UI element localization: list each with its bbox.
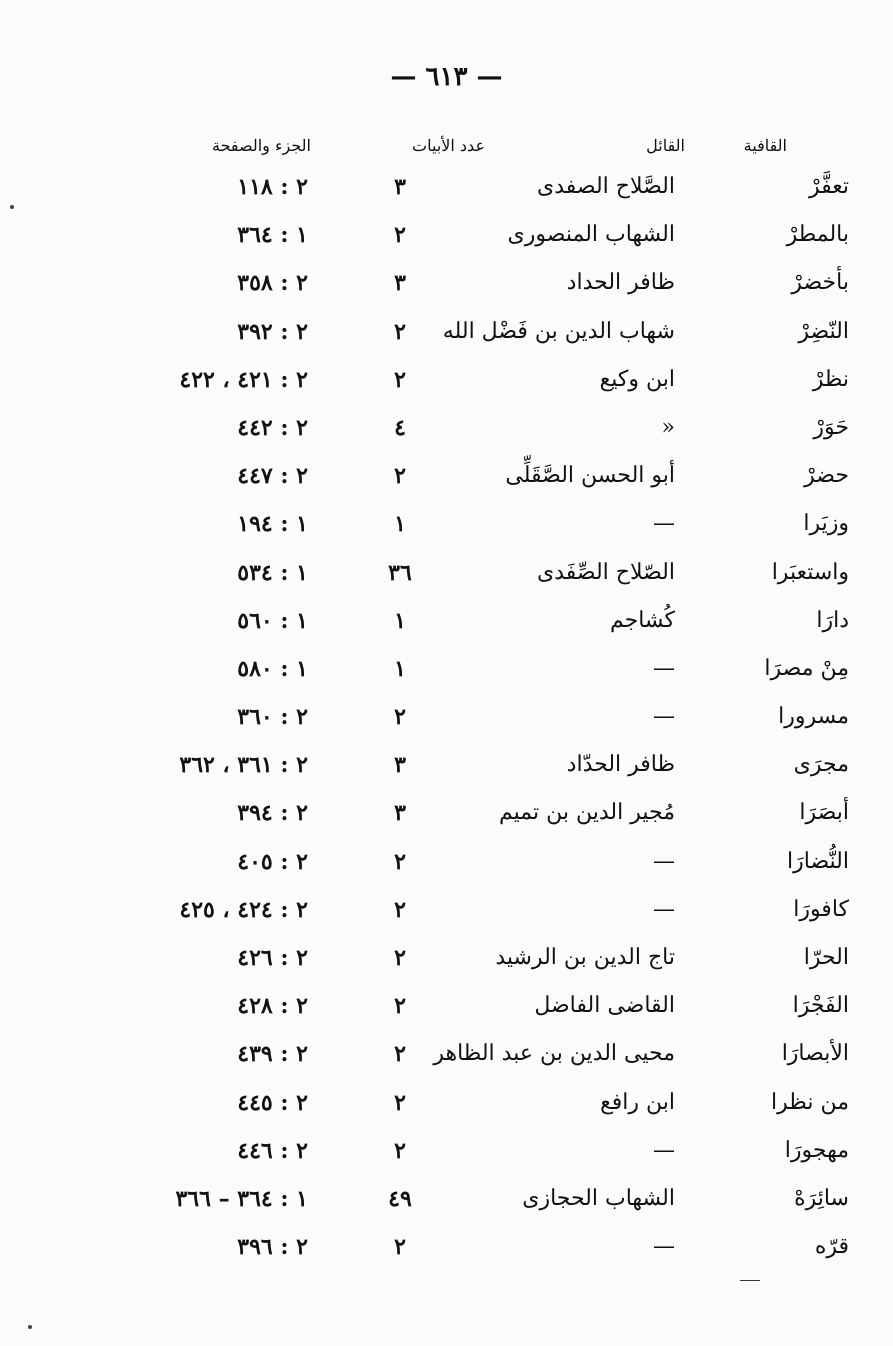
cell-qail: القاضى الفاضل — [534, 993, 675, 1019]
cell-count: ١ — [394, 511, 406, 538]
cell-qail: أبو الحسن الصَّقَلِّى — [505, 463, 675, 489]
table-row — [0, 1084, 893, 1132]
cell-qafia: سائِرَهْ — [794, 1185, 849, 1211]
cell-count: ٢ — [394, 366, 406, 393]
cell-count: ٢ — [394, 463, 406, 490]
cell-ref: ١ : ٥٦٠ — [237, 607, 308, 634]
cell-count: ٣ — [394, 800, 406, 827]
table-row — [0, 361, 893, 409]
table-row — [0, 505, 893, 553]
cell-qail: ابن رافع — [600, 1089, 675, 1115]
cell-qafia: مهجورَا — [784, 1137, 849, 1163]
table-header — [0, 136, 893, 166]
cell-qafia: حَوَرْ — [813, 414, 849, 440]
cell-count: ٣٦ — [388, 559, 412, 586]
cell-qail: ظافر الحداد — [566, 270, 675, 296]
cell-qafia: مِنْ مصرَا — [764, 655, 849, 681]
table-row — [0, 313, 893, 361]
cell-ref: ٢ : ٤٣٩ — [237, 1041, 308, 1068]
cell-qail: الصّلاح الصِّفَدى — [536, 559, 675, 585]
cell-qafia: الأبصارَا — [781, 1041, 849, 1067]
cell-qafia: مجرَى — [793, 752, 849, 778]
table-row — [0, 1180, 893, 1228]
cell-ref: ١ : ١٩٤ — [237, 511, 308, 538]
cell-count: ٢ — [394, 318, 406, 345]
cell-ref: ٢ : ٣٩٢ — [237, 318, 308, 345]
cell-qail: الشهاب الحجازى — [522, 1185, 675, 1211]
table-row — [0, 1228, 893, 1276]
table-row — [0, 1132, 893, 1180]
cell-ref: ٢ : ١١٨ — [237, 174, 308, 200]
cell-qail: — — [653, 896, 675, 922]
cell-ref: ٢ : ٣٦١ ، ٣٦٢ — [179, 752, 308, 779]
cell-count: ٢ — [394, 993, 406, 1020]
cell-count: ٢ — [394, 222, 406, 249]
cell-qafia: دارَا — [816, 607, 849, 633]
table-row — [0, 216, 893, 264]
header-qafia: القافية — [743, 136, 787, 155]
table-row — [0, 554, 893, 602]
table-row — [0, 1035, 893, 1083]
cell-qafia: نظرْ — [812, 366, 849, 392]
cell-qail: محيى الدين بن عبد الظاهر — [433, 1041, 675, 1067]
cell-qafia: وزيَرا — [803, 511, 849, 537]
cell-qail: — — [653, 511, 675, 537]
cell-count: ٤ — [394, 414, 406, 441]
table-row — [0, 746, 893, 794]
cell-qail: شهاب الدين بن فَضْل الله — [442, 318, 675, 344]
table-row — [0, 843, 893, 891]
cell-qail: « — [661, 414, 675, 440]
cell-count: ٣ — [394, 174, 406, 200]
table-row — [0, 457, 893, 505]
cell-count: ٣ — [394, 752, 406, 779]
cell-qafia: من نظرا — [771, 1089, 849, 1115]
table-row — [0, 409, 893, 457]
cell-qail: مُجير الدين بن تميم — [499, 800, 675, 826]
cell-ref: ١ : ٣٦٤ – ٣٦٦ — [175, 1185, 308, 1212]
page-mark — [740, 1280, 760, 1281]
cell-count: ٢ — [394, 848, 406, 875]
cell-ref: ١ : ٥٨٠ — [237, 655, 308, 682]
cell-qafia: أبصَرَا — [799, 800, 849, 826]
cell-count: ٢ — [394, 1041, 406, 1068]
cell-qafia: بالمطرْ — [786, 222, 849, 248]
cell-qail: — — [653, 1234, 675, 1260]
cell-qafia: النّضِرْ — [798, 318, 849, 344]
table-row — [0, 794, 893, 842]
cell-count: ٢ — [394, 896, 406, 923]
table-row — [0, 939, 893, 987]
cell-qafia: بأخضرْ — [791, 270, 849, 296]
cell-qafia: تعفَّرْ — [808, 174, 849, 199]
cell-qail: ابن وكيع — [599, 366, 675, 392]
cell-ref: ٢ : ٤٢٦ — [237, 945, 308, 971]
cell-qafia: مسرورا — [778, 704, 849, 730]
cell-count: ٢ — [394, 704, 406, 731]
cell-count: ٢ — [394, 945, 406, 971]
cell-qail: — — [653, 704, 675, 730]
cell-qail: الصَّلاح الصفدى — [536, 174, 675, 199]
table-row — [0, 168, 893, 216]
table-row — [0, 602, 893, 650]
cell-qafia: واستعبَرا — [771, 559, 849, 585]
table-row — [0, 264, 893, 312]
cell-qafia: قرّه — [814, 1234, 849, 1260]
scan-speck — [10, 205, 14, 209]
cell-ref: ٢ : ٤٤٥ — [237, 1089, 308, 1116]
index-table — [0, 168, 893, 1276]
cell-qail: ظافر الحدّاد — [566, 752, 675, 778]
cell-ref: ٢ : ٣٩٤ — [237, 800, 308, 827]
cell-ref: ٢ : ٣٥٨ — [237, 270, 308, 297]
page-number: — ٦١٣ — — [390, 62, 503, 92]
cell-ref: ٢ : ٤٢٨ — [237, 993, 308, 1020]
cell-ref: ١ : ٥٣٤ — [237, 559, 308, 586]
cell-qail: — — [653, 655, 675, 681]
table-row — [0, 650, 893, 698]
cell-ref: ٢ : ٤٤٦ — [237, 1137, 308, 1164]
table-row — [0, 698, 893, 746]
cell-qail: — — [653, 848, 675, 874]
cell-qafia: كافورَا — [793, 896, 849, 922]
cell-ref: ٢ : ٣٦٠ — [237, 704, 308, 731]
cell-qafia: حضرْ — [804, 463, 849, 489]
cell-qafia: الحرّا — [803, 945, 849, 970]
cell-qail: الشهاب المنصورى — [507, 222, 675, 248]
table-row — [0, 987, 893, 1035]
cell-count: ٤٩ — [388, 1185, 412, 1212]
cell-ref: ٢ : ٤٢١ ، ٤٢٢ — [179, 366, 308, 393]
header-qail: القائل — [646, 136, 685, 155]
cell-ref: ١ : ٣٦٤ — [237, 222, 308, 249]
cell-count: ١ — [394, 655, 406, 682]
cell-ref: ٢ : ٤٠٥ — [237, 848, 308, 875]
cell-count: ١ — [394, 607, 406, 634]
cell-qafia: النُّضارَا — [787, 848, 849, 874]
cell-ref: ٢ : ٣٩٦ — [237, 1234, 308, 1261]
cell-qail: تاج الدين بن الرشيد — [495, 945, 675, 970]
cell-qail: كُشاجم — [609, 607, 675, 633]
cell-count: ٢ — [394, 1234, 406, 1261]
cell-ref: ٢ : ٤٤٧ — [237, 463, 308, 490]
header-ref: الجزء والصفحة — [211, 136, 311, 155]
cell-ref: ٢ : ٤٢٤ ، ٤٢٥ — [179, 896, 308, 923]
cell-qail: — — [653, 1137, 675, 1163]
header-count: عدد الأبيات — [412, 136, 485, 155]
cell-count: ٢ — [394, 1137, 406, 1164]
cell-count: ٣ — [394, 270, 406, 297]
table-row — [0, 891, 893, 939]
scan-speck — [28, 1325, 32, 1329]
cell-qafia: الفَجْرَا — [792, 993, 849, 1019]
cell-count: ٢ — [394, 1089, 406, 1116]
cell-ref: ٢ : ٤٤٢ — [237, 414, 308, 441]
